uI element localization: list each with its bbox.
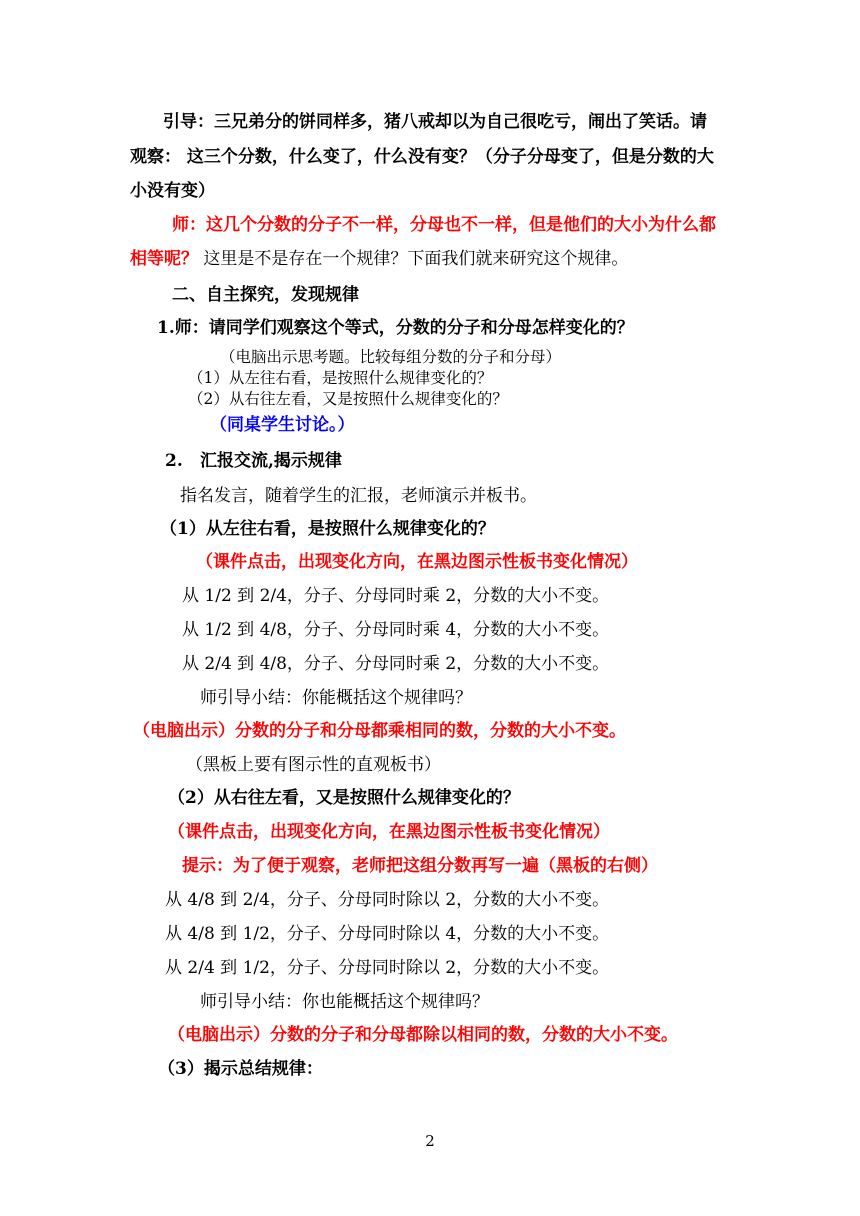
part-2-note: （课件点击，出现变化方向，在黑边图示性板书变化情况）: [168, 822, 610, 842]
question-2-number: 2.: [165, 451, 183, 471]
discussion-note: （同桌学生讨论。）: [210, 415, 355, 435]
teacher-question-red: 相等呢？: [130, 249, 198, 269]
question-1-sub-2: （2）从右往左看，又是按照什么规律变化的？: [188, 390, 508, 408]
part-2-row-3: 从 2/4 到 1/2，分子、分母同时除以 2，分数的大小不变。: [165, 958, 610, 978]
teacher-question-line-2: [130, 248, 628, 270]
page-number: 2: [425, 1132, 435, 1150]
part-1-row-3: 从 2/4 到 4/8，分子、分母同时乘 2，分数的大小不变。: [182, 654, 610, 674]
part-1-row-1: 从 1/2 到 2/4，分子、分母同时乘 2，分数的大小不变。: [182, 586, 610, 606]
part-2-title: （2）从右往左看，又是按照什么规律变化的？: [168, 788, 520, 808]
part-1-title: （1）从左往右看，是按照什么规律变化的？: [160, 519, 495, 539]
part-1-note: （课件点击，出现变化方向，在黑边图示性板书变化情况）: [196, 552, 638, 572]
teacher-question-black: 这里是不是存在一个规律？下面我们就来研究这个规律。: [198, 249, 629, 269]
part-2-summary-prompt: 师引导小结：你也能概括这个规律吗？: [200, 992, 489, 1012]
section-heading: 二、自主探究，发现规律: [172, 285, 359, 305]
teacher-question-line-1: 师：这几个分数的分子不一样，分母也不一样，但是他们的大小为什么都: [172, 215, 716, 235]
part-2-hint: 提示：为了便于观察，老师把这组分数再写一遍（黑板的右侧）: [182, 856, 658, 876]
part-2-row-1: 从 4/8 到 2/4，分子、分母同时除以 2，分数的大小不变。: [165, 890, 610, 910]
question-2-title: 汇报交流,揭示规律: [200, 451, 342, 471]
intro-line-1: 引导：三兄弟分的饼同样多，猪八戒却以为自己很吃亏，闹出了笑话。请: [163, 112, 707, 132]
intro-line-3: 小没有变）: [130, 181, 215, 201]
part-1-row-2: 从 1/2 到 4/8，分子、分母同时乘 4，分数的大小不变。: [182, 620, 610, 640]
part-1-board-note: （黑板上要有图示性的直观板书）: [186, 755, 441, 775]
part-3-title: （3）揭示总结规律：: [158, 1059, 323, 1079]
part-2-conclusion: （电脑出示）分数的分子和分母都除以相同的数，分数的大小不变。: [168, 1025, 678, 1045]
question-1-sub-1: （1）从左往右看，是按照什么规律变化的？: [188, 369, 493, 387]
question-1: 1.师：请同学们观察这个等式，分数的分子和分母怎样变化的？: [157, 318, 634, 338]
part-1-conclusion: （电脑出示）分数的分子和分母都乘相同的数，分数的大小不变。: [133, 721, 626, 741]
part-1-summary-prompt: 师引导小结：你能概括这个规律吗？: [200, 688, 472, 708]
part-2-row-2: 从 4/8 到 1/2，分子、分母同时除以 4，分数的大小不变。: [165, 924, 610, 944]
question-2-description: 指名发言，随着学生的汇报，老师演示并板书。: [180, 486, 537, 506]
intro-line-2: 观察： 这三个分数，什么变了，什么没有变？（分子分母变了，但是分数的大: [130, 147, 714, 167]
question-1-note: （电脑出示思考题。比较每组分数的分子和分母）: [220, 348, 562, 366]
